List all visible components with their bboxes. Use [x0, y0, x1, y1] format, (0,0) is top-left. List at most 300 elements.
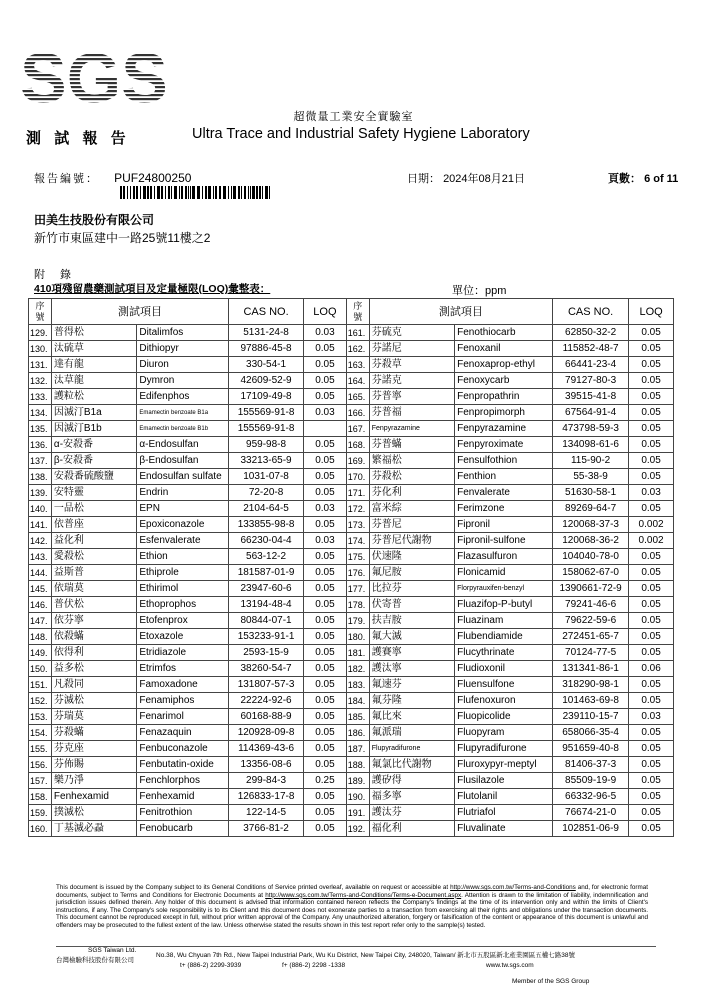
loq-value	[304, 421, 347, 437]
terms-link[interactable]: http://www.sgs.com.tw/Terms-and-Conditions	[450, 884, 576, 891]
cas-number: 38260-54-7	[229, 661, 304, 677]
page-value: 6 of 11	[644, 173, 679, 185]
table-row	[29, 341, 674, 357]
disclaimer-part-1: This document is issued by the Company subject to its General Conditions of Service printed overleaf, available on request or accessible at	[56, 884, 451, 891]
item-name-en: Fenitrothion	[137, 805, 229, 821]
company-tel: t+ (886-2) 2299-3939	[180, 962, 242, 969]
item-name-cn: 愛殺松	[51, 549, 136, 565]
loq-value: 0.03	[629, 485, 674, 501]
row-number: 176.	[346, 565, 369, 581]
row-number: 159.	[29, 805, 52, 821]
cas-number: 120068-36-2	[553, 533, 629, 549]
row-number: 177.	[346, 581, 369, 597]
cas-number: 89269-64-7	[553, 501, 629, 517]
cas-number: 473798-59-3	[553, 421, 629, 437]
loq-value: 0.05	[304, 741, 347, 757]
client-name: 田美生技股份有限公司	[34, 213, 155, 227]
legal-disclaimer	[56, 884, 648, 930]
cas-number: 131341-86-1	[553, 661, 629, 677]
item-name-cn: 汰草龍	[51, 373, 136, 389]
table-row	[29, 645, 674, 661]
table-row	[29, 773, 674, 789]
item-name-cn: 護賽寧	[369, 645, 454, 661]
loq-value: 0.25	[304, 773, 347, 789]
company-name-cn: 台灣檢驗科技股份有限公司	[56, 957, 134, 964]
cas-number: 79241-46-6	[553, 597, 629, 613]
item-name-en: α-Endosulfan	[137, 437, 229, 453]
cas-number: 239110-15-7	[553, 709, 629, 725]
item-name-cn: 福化利	[369, 821, 454, 837]
item-name-cn: 依瑞莫	[51, 581, 136, 597]
company-website[interactable]: www.tw.sgs.com	[486, 962, 534, 969]
item-name-cn: 安殺番硫酸鹽	[51, 469, 136, 485]
item-name-cn: 芬殺松	[369, 469, 454, 485]
item-name-cn: 伏速隆	[369, 549, 454, 565]
loq-value: 0.05	[629, 389, 674, 405]
item-name-cn: 氟芬隆	[369, 693, 454, 709]
item-name-cn: 益斯普	[51, 565, 136, 581]
loq-value: 0.002	[629, 517, 674, 533]
cas-number: 153233-91-1	[229, 629, 304, 645]
item-name-cn: 安特靈	[51, 485, 136, 501]
item-name-en: Famoxadone	[137, 677, 229, 693]
cas-number: 23947-60-6	[229, 581, 304, 597]
item-name-en: Fenpyroximate	[455, 437, 553, 453]
report-no-label: 報告編號：	[34, 173, 99, 185]
cas-number: 66230-04-4	[229, 533, 304, 549]
cas-number: 115-90-2	[553, 453, 629, 469]
row-number: 171.	[346, 485, 369, 501]
row-number: 134.	[29, 405, 52, 421]
table-row	[29, 805, 674, 821]
item-name-cn: 氟比來	[369, 709, 454, 725]
item-name-en: Fenarimol	[137, 709, 229, 725]
loq-value: 0.03	[304, 325, 347, 341]
loq-value: 0.05	[629, 437, 674, 453]
cas-number: 318290-98-1	[553, 677, 629, 693]
item-name-cn: 護汰芬	[369, 805, 454, 821]
table-row	[29, 437, 674, 453]
row-number: 163.	[346, 357, 369, 373]
item-name-en: Flusilazole	[455, 773, 553, 789]
loq-value: 0.05	[629, 693, 674, 709]
row-number: 146.	[29, 597, 52, 613]
table-row	[29, 405, 674, 421]
item-name-en: Ethion	[137, 549, 229, 565]
header-cas: CAS NO.	[553, 299, 629, 325]
item-name-cn: 扶吉胺	[369, 613, 454, 629]
cas-number: 1390661-72-9	[553, 581, 629, 597]
table-row	[29, 485, 674, 501]
table-row	[29, 389, 674, 405]
row-number: 184.	[346, 693, 369, 709]
item-name-cn: 芬佈賜	[51, 757, 136, 773]
loq-value: 0.05	[304, 709, 347, 725]
row-number: 168.	[346, 437, 369, 453]
loq-value: 0.05	[629, 741, 674, 757]
item-name-en: Fluroxypyr-meptyl	[455, 757, 553, 773]
loq-value: 0.05	[629, 373, 674, 389]
item-name-cn: 丁基滅必蝨	[51, 821, 136, 837]
loq-value: 0.05	[304, 645, 347, 661]
item-name-cn: 氟氯比代謝物	[369, 757, 454, 773]
cas-number: 39515-41-8	[553, 389, 629, 405]
item-name-en: Flubendiamide	[455, 629, 553, 645]
loq-value: 0.05	[629, 613, 674, 629]
loq-value: 0.05	[629, 325, 674, 341]
item-name-en: Fenchlorphos	[137, 773, 229, 789]
item-name-en: Fensulfothion	[455, 453, 553, 469]
table-row	[29, 789, 674, 805]
disclaimer-part-2: and, for electronic format documents, subject to Terms and Conditions for Electronic Documents at	[56, 884, 648, 899]
loq-value: 0.05	[629, 469, 674, 485]
item-name-cn: 依殺蟎	[51, 629, 136, 645]
cas-number: 42609-52-9	[229, 373, 304, 389]
row-number: 186.	[346, 725, 369, 741]
company-name-en: SGS Taiwan Ltd.	[88, 947, 137, 954]
item-name-en: Fenpropathrin	[455, 389, 553, 405]
loq-value: 0.05	[629, 789, 674, 805]
loq-value: 0.002	[629, 533, 674, 549]
row-number: 169.	[346, 453, 369, 469]
item-name-en: Etoxazole	[137, 629, 229, 645]
cas-number: 3766-81-2	[229, 821, 304, 837]
item-name-en: Endosulfan sulfate	[137, 469, 229, 485]
item-name-en: Florpyrauxifen-benzyl	[455, 581, 553, 597]
cas-number: 158062-67-0	[553, 565, 629, 581]
loq-value: 0.05	[304, 437, 347, 453]
loq-value: 0.05	[629, 501, 674, 517]
loq-value: 0.05	[304, 485, 347, 501]
table-row	[29, 693, 674, 709]
cas-number: 181587-01-9	[229, 565, 304, 581]
disclaimer-part-3: . Attention is drawn to the limitation of liability, indemnification and jurisdiction issues defined therein. Any holder of this document is advised that information contained hereon reflects the Company's findings at the time of its intervention only and within the limits of Client's instructions, if any. The Company's sole responsibility is to its Client and this document does not exonerate parties to a transaction from exercising all their rights and obligations under the transaction documents. This document cannot be reproduced except in full, without prior written approval of the Company. Any unauthorized alteration, forgery or falsification of the content or appearance of this document is unlawful and offenders may be prosecuted to the fullest extent of the law. Unless otherwise stated the results shown in this test report refer only to the sample(s) tested.	[56, 891, 648, 929]
item-name-cn: 氟速芬	[369, 677, 454, 693]
cas-number: 55-38-9	[553, 469, 629, 485]
loq-value: 0.06	[629, 661, 674, 677]
item-name-cn: 依普座	[51, 517, 136, 533]
row-number: 153.	[29, 709, 52, 725]
loq-value: 0.05	[304, 453, 347, 469]
cas-number: 299-84-3	[229, 773, 304, 789]
lab-name-cn: 超微量工業安全實驗室	[293, 110, 414, 123]
cas-number: 66332-96-5	[553, 789, 629, 805]
item-name-en: Fluazifop-P-butyl	[455, 597, 553, 613]
loq-value: 0.05	[304, 517, 347, 533]
item-name-en: Fenpyrazamine	[455, 421, 553, 437]
item-name-en: Epoxiconazole	[137, 517, 229, 533]
loq-value: 0.05	[304, 581, 347, 597]
table-row	[29, 725, 674, 741]
cas-number: 563-12-2	[229, 549, 304, 565]
row-number: 188.	[346, 757, 369, 773]
cas-number: 131807-57-3	[229, 677, 304, 693]
sgs-logo	[18, 39, 168, 117]
row-number: 160.	[29, 821, 52, 837]
item-name-cn: 芬殺蟎	[51, 725, 136, 741]
item-name-cn: 芬滅松	[51, 693, 136, 709]
table-row	[29, 613, 674, 629]
row-number: 162.	[346, 341, 369, 357]
cas-number: 959-98-8	[229, 437, 304, 453]
loq-value: 0.05	[629, 773, 674, 789]
cas-number: 115852-48-7	[553, 341, 629, 357]
item-name-cn: β-安殺番	[51, 453, 136, 469]
table-row	[29, 661, 674, 677]
row-number: 142.	[29, 533, 52, 549]
item-name-cn: 芬克座	[51, 741, 136, 757]
table-row	[29, 501, 674, 517]
cas-number: 81406-37-3	[553, 757, 629, 773]
page-number	[608, 170, 678, 186]
row-number: 139.	[29, 485, 52, 501]
row-number: 174.	[346, 533, 369, 549]
row-number: 133.	[29, 389, 52, 405]
table-row	[29, 421, 674, 437]
item-name-en: Endrin	[137, 485, 229, 501]
item-name-en: Etridiazole	[137, 645, 229, 661]
item-name-cn: 芬普尼代謝物	[369, 533, 454, 549]
cas-number: 101463-69-8	[553, 693, 629, 709]
row-number: 150.	[29, 661, 52, 677]
cas-number: 17109-49-8	[229, 389, 304, 405]
sgs-group-member: Member of the SGS Group	[512, 978, 590, 985]
item-name-cn: 樂乃淨	[51, 773, 136, 789]
loq-value: 0.05	[304, 629, 347, 645]
loq-value: 0.05	[629, 821, 674, 837]
item-name-en: Fenbutatin-oxide	[137, 757, 229, 773]
loq-value: 0.05	[629, 629, 674, 645]
header-no: 序號	[346, 299, 369, 325]
table-row	[29, 357, 674, 373]
cas-number: 120068-37-3	[553, 517, 629, 533]
client-address: 新竹市東區建中一路25號11樓之2	[34, 231, 211, 245]
item-name-cn: 益多松	[51, 661, 136, 677]
header-item: 測試項目	[51, 299, 228, 325]
item-name-en: Fenhexamid	[137, 789, 229, 805]
item-name-cn: 汰硫草	[51, 341, 136, 357]
item-name-cn: 依芬寧	[51, 613, 136, 629]
row-number: 182.	[346, 661, 369, 677]
loq-value: 0.05	[629, 597, 674, 613]
row-number: 144.	[29, 565, 52, 581]
item-name-en: Ditalimfos	[137, 325, 229, 341]
row-number: 151.	[29, 677, 52, 693]
loq-value: 0.05	[629, 805, 674, 821]
table-row	[29, 629, 674, 645]
table-row	[29, 373, 674, 389]
cas-number: 951659-40-8	[553, 741, 629, 757]
row-number: 191.	[346, 805, 369, 821]
cas-number: 134098-61-6	[553, 437, 629, 453]
row-number: 165.	[346, 389, 369, 405]
unit-label: 單位：ppm	[452, 285, 507, 297]
item-name-en: Ethoprophos	[137, 597, 229, 613]
header-item: 測試項目	[369, 299, 552, 325]
table-row	[29, 741, 674, 757]
row-number: 164.	[346, 373, 369, 389]
cas-number: 104040-78-0	[553, 549, 629, 565]
row-number: 130.	[29, 341, 52, 357]
item-name-en: Ethiprole	[137, 565, 229, 581]
row-number: 189.	[346, 773, 369, 789]
row-number: 129.	[29, 325, 52, 341]
loq-value: 0.05	[304, 613, 347, 629]
item-name-cn: 凡殺同	[51, 677, 136, 693]
item-name-en: Fluensulfone	[455, 677, 553, 693]
item-name-en: Emamectin benzoate B1b	[137, 421, 229, 437]
row-number: 173.	[346, 517, 369, 533]
item-name-cn: Fenpyrazamine	[369, 421, 454, 437]
loq-value: 0.05	[629, 405, 674, 421]
loq-value: 0.05	[304, 677, 347, 693]
cas-number: 2104-64-5	[229, 501, 304, 517]
cas-number: 51630-58-1	[553, 485, 629, 501]
cas-number: 33213-65-9	[229, 453, 304, 469]
header-cas: CAS NO.	[229, 299, 304, 325]
loq-value: 0.05	[629, 549, 674, 565]
cas-number: 155569-91-8	[229, 405, 304, 421]
item-name-en: Fenbuconazole	[137, 741, 229, 757]
item-name-en: Fenamiphos	[137, 693, 229, 709]
row-number: 167.	[346, 421, 369, 437]
loq-value: 0.05	[629, 581, 674, 597]
item-name-cn: 芬諾克	[369, 373, 454, 389]
item-name-cn: 伏寄普	[369, 597, 454, 613]
loq-value: 0.05	[304, 597, 347, 613]
item-name-en: Flutolanil	[455, 789, 553, 805]
loq-value: 0.05	[304, 661, 347, 677]
item-name-en: Flupyradifurone	[455, 741, 553, 757]
row-number: 135.	[29, 421, 52, 437]
loq-value: 0.03	[629, 709, 674, 725]
cas-number: 60168-88-9	[229, 709, 304, 725]
barcode	[120, 186, 270, 199]
table-row	[29, 821, 674, 837]
item-name-cn: α-安殺番	[51, 437, 136, 453]
cas-number: 79622-59-6	[553, 613, 629, 629]
row-number: 155.	[29, 741, 52, 757]
row-number: 192.	[346, 821, 369, 837]
cas-number: 22224-92-6	[229, 693, 304, 709]
loq-value: 0.05	[629, 357, 674, 373]
report-no-value: PUF24800250	[114, 171, 192, 185]
item-name-cn: 氟大滅	[369, 629, 454, 645]
item-name-en: Flucythrinate	[455, 645, 553, 661]
loq-value: 0.03	[304, 501, 347, 517]
table-row	[29, 597, 674, 613]
item-name-cn: 富米綜	[369, 501, 454, 517]
item-name-cn: 撲滅松	[51, 805, 136, 821]
item-name-en: Fenoxaprop-ethyl	[455, 357, 553, 373]
report-number	[34, 170, 191, 186]
item-name-cn: 氟派瑞	[369, 725, 454, 741]
item-name-en: Etrimfos	[137, 661, 229, 677]
row-number: 172.	[346, 501, 369, 517]
loq-value: 0.05	[304, 789, 347, 805]
cas-number: 102851-06-9	[553, 821, 629, 837]
cas-number: 85509-19-9	[553, 773, 629, 789]
row-number: 152.	[29, 693, 52, 709]
item-name-en: Edifenphos	[137, 389, 229, 405]
row-number: 161.	[346, 325, 369, 341]
row-number: 187.	[346, 741, 369, 757]
loq-value: 0.05	[629, 645, 674, 661]
item-name-en: Fludioxonil	[455, 661, 553, 677]
item-name-cn: 普伏松	[51, 597, 136, 613]
item-name-cn: 比拉芬	[369, 581, 454, 597]
item-name-en: Diuron	[137, 357, 229, 373]
table-row	[29, 677, 674, 693]
row-number: 170.	[346, 469, 369, 485]
item-name-cn: 芬瑞莫	[51, 709, 136, 725]
row-number: 158.	[29, 789, 52, 805]
item-name-cn: 芬普福	[369, 405, 454, 421]
item-name-en: Fluvalinate	[455, 821, 553, 837]
table-row	[29, 517, 674, 533]
item-name-en: EPN	[137, 501, 229, 517]
table-row	[29, 581, 674, 597]
item-name-en: Fenobucarb	[137, 821, 229, 837]
item-name-cn: 繁福松	[369, 453, 454, 469]
cas-number: 66441-23-4	[553, 357, 629, 373]
loq-value: 0.05	[629, 677, 674, 693]
header-no: 序號	[29, 299, 52, 325]
date-value: 2024年08月21日	[443, 173, 526, 185]
row-number: 140.	[29, 501, 52, 517]
loq-value: 0.05	[304, 373, 347, 389]
item-name-en: Fipronil-sulfone	[455, 533, 553, 549]
item-name-cn: 因滅汀B1a	[51, 405, 136, 421]
row-number: 183.	[346, 677, 369, 693]
item-name-cn: 芬普尼	[369, 517, 454, 533]
e-document-terms-link[interactable]: http://www.sgs.com.tw/Terms-and-Conditions/Terms-e-Document.aspx	[265, 891, 462, 899]
item-name-cn: 護汰寧	[369, 661, 454, 677]
row-number: 180.	[346, 629, 369, 645]
loq-value: 0.05	[629, 421, 674, 437]
item-name-en: Dithiopyr	[137, 341, 229, 357]
item-name-en: Ferimzone	[455, 501, 553, 517]
row-number: 148.	[29, 629, 52, 645]
table-header-row	[29, 299, 674, 325]
item-name-cn: 因滅汀B1b	[51, 421, 136, 437]
row-number: 149.	[29, 645, 52, 661]
appendix-label: 附 錄	[34, 269, 78, 281]
item-name-en: Fipronil	[455, 517, 553, 533]
item-name-cn: 護粒松	[51, 389, 136, 405]
cas-number: 330-54-1	[229, 357, 304, 373]
row-number: 132.	[29, 373, 52, 389]
item-name-en: Flazasulfuron	[455, 549, 553, 565]
item-name-cn: 氟尼胺	[369, 565, 454, 581]
item-name-en: Fenvalerate	[455, 485, 553, 501]
item-name-cn: 福多寧	[369, 789, 454, 805]
loq-value: 0.05	[304, 565, 347, 581]
cas-number: 97886-45-8	[229, 341, 304, 357]
row-number: 190.	[346, 789, 369, 805]
cas-number: 13356-08-6	[229, 757, 304, 773]
loq-value: 0.05	[304, 549, 347, 565]
row-number: 166.	[346, 405, 369, 421]
item-name-en: Fluopyram	[455, 725, 553, 741]
table-row	[29, 565, 674, 581]
cas-number: 80844-07-1	[229, 613, 304, 629]
cas-number: 155569-91-8	[229, 421, 304, 437]
row-number: 156.	[29, 757, 52, 773]
loq-value: 0.05	[304, 693, 347, 709]
cas-number: 133855-98-8	[229, 517, 304, 533]
row-number: 175.	[346, 549, 369, 565]
